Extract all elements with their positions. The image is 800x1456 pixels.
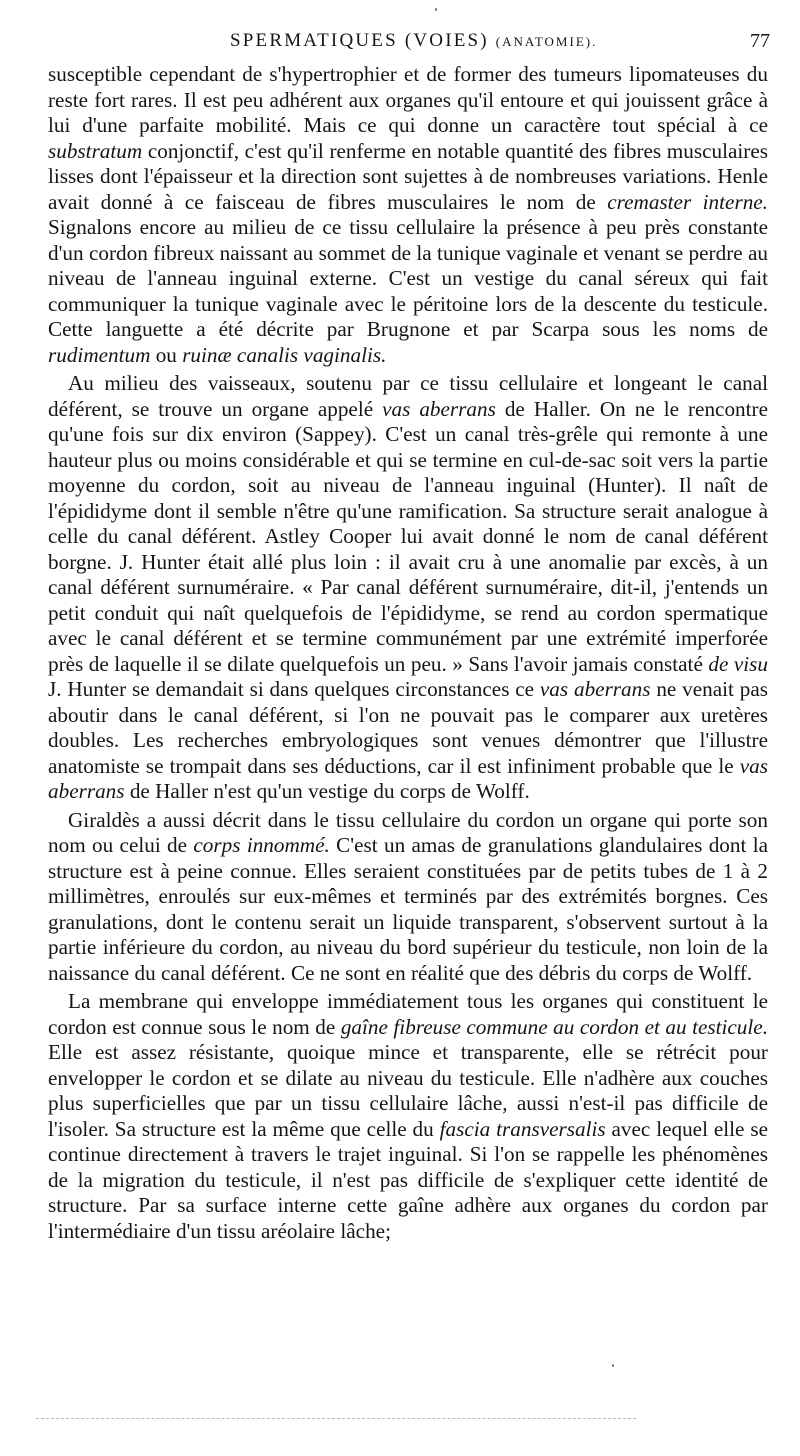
ink-speck: [435, 8, 437, 11]
italic-text: fascia transversalis: [439, 1116, 606, 1141]
text-run: Elle est assez résistante, quoique mince et transparente, elle se rétrécit pour envelopper le cordon et se dilate au niveau du testicule. Elle n'adhère aux couches plus superficielles que par un tissu cellulaire lâche, aussi n'est-il pas difficile de l'isoler. Sa structure est la même que celle du: [48, 1040, 768, 1141]
body-text: [48, 62, 768, 1244]
footer-rule: [36, 1418, 636, 1419]
ink-speck: [612, 1364, 614, 1367]
paragraph: [48, 808, 768, 987]
text-run: de Haller n'est qu'un vestige du corps de Wolff.: [124, 779, 530, 803]
italic-text: gaîne fibreuse commune au cordon et au testicule.: [340, 1014, 768, 1039]
page-number: 77: [750, 30, 770, 52]
italic-text: corps innommé.: [193, 833, 330, 857]
italic-text: vas aberrans: [539, 677, 651, 701]
text-run: C'est un amas de granulations glandulaires dont la structure est à peine connue. Elles seraient constituées par de petits tubes de 1 à 2 millimètres, enroulés sur eux-mêmes et terminés par des extrémités borgnes. Ces granulations, dont le contenu serait un liquide transparent, s'observent surtout à la partie inférieure du cordon, au niveau du bord supérieur du testicule, non loin de la naissance du canal déférent. Ce ne sont en réalité que des débris du corps de Wolff.: [48, 833, 769, 985]
italic-text: cremaster interne.: [607, 189, 768, 214]
paragraph: [48, 62, 768, 368]
running-head: [80, 30, 770, 60]
text-run: ne venait pas aboutir dans le canal déférent, si l'on ne pouvait pas le comparer aux uretères doubles. Les recherches embryologiques sont venues démontrer que l'illustre anatomiste se trompait dans ses déductions, car il est infiniment probable que le: [48, 677, 768, 778]
text-run: susceptible cependant de s'hypertrophier et de former des tumeurs lipomateuses du reste fort rares. Il est peu adhérent aux organes qu'il entoure et qui jouissent grâce à lui d'une parfaite mobilité. Mais ce qui donne un caractère tout spécial à ce: [48, 62, 768, 137]
italic-text: vas aberrans: [382, 396, 496, 421]
text-run: de Haller. On ne le rencontre qu'une fois sur dix environ (Sappey). C'est un canal très-grêle qui remonte à une hauteur plus ou moins considérable et qui se termine en cul-de-sac soit vers la partie moyenne du cordon, soit au niveau de l'anneau inguinal (Hunter). Il naît de l'épididyme dont il semble n'être qu'une ramification. Sa structure serait analogue à celle du canal déférent. Astley Cooper lui avait donné le nom de canal déférent borgne. J. Hunter était allé plus loin : il avait cru à une anomalie par excès, à un canal déférent surnuméraire. « Par canal déférent surnuméraire, dit-il, j'entends un petit conduit qui naît quelquefois de l'épididyme, se rend au cordon spermatique avec le canal déférent et se termine communément par une extrémité imperforée près de laquelle il se dilate quelquefois un peu. » Sans l'avoir jamais constaté: [48, 396, 768, 676]
text-run: La membrane qui enveloppe immédiatement tous les organes qui constituent le cordon est connue sous le nom de: [48, 989, 768, 1039]
running-title: [230, 30, 597, 52]
text-run: J. Hunter se demandait si dans quelques circonstances ce: [48, 677, 540, 701]
text-run: Signalons encore au milieu de ce tissu cellulaire la présence à peu près constante d'un cordon fibreux naissant au sommet de la tunique vaginale et venant se perdre au niveau de l'anneau inguinal externe. C'est un vestige du canal séreux qui fait communiquer la tunique vaginale avec le péritoine lors de la descente du testicule. Cette languette a été décrite par Brugnone et par Scarpa sous les noms de: [48, 215, 768, 341]
text-run: Au milieu des vaisseaux, soutenu par ce tissu cellulaire et longeant le canal déférent, se trouve un organe appelé: [48, 371, 768, 421]
italic-text: de visu: [708, 651, 768, 676]
paragraph: [48, 989, 768, 1244]
text-run: Giraldès a aussi décrit dans le tissu cellulaire du cordon un organe qui porte son nom ou celui de: [48, 807, 768, 857]
italic-text: substratum: [48, 138, 143, 163]
italic-text: ruinæ canalis vaginalis.: [182, 342, 387, 367]
italic-text: rudimentum: [48, 342, 151, 367]
text-run: conjonctif, c'est qu'il renferme en notable quantité des fibres musculaires lisses dont l'épaisseur et la direction sont sujettes à de nombreuses variations. Henle avait donné à ce faisceau de fibres musculaires le nom de: [48, 138, 768, 214]
running-title-main: SPERMATIQUES (VOIES): [230, 30, 489, 51]
running-title-section: (ANATOMIE).: [495, 34, 598, 49]
italic-text: vas aberrans: [48, 753, 768, 803]
paragraph: [48, 371, 768, 805]
text-run: avec lequel elle se continue directement à travers le trajet inguinal. Si l'on se rappelle les phénomènes de la migration du testicule, il n'est pas difficile de s'expliquer cette identité de structure. Par sa surface interne cette gaîne adhère aux organes du cordon par l'intermédiaire d'un tissu aréolaire lâche;: [48, 1116, 768, 1243]
text-run: ou: [150, 342, 183, 367]
